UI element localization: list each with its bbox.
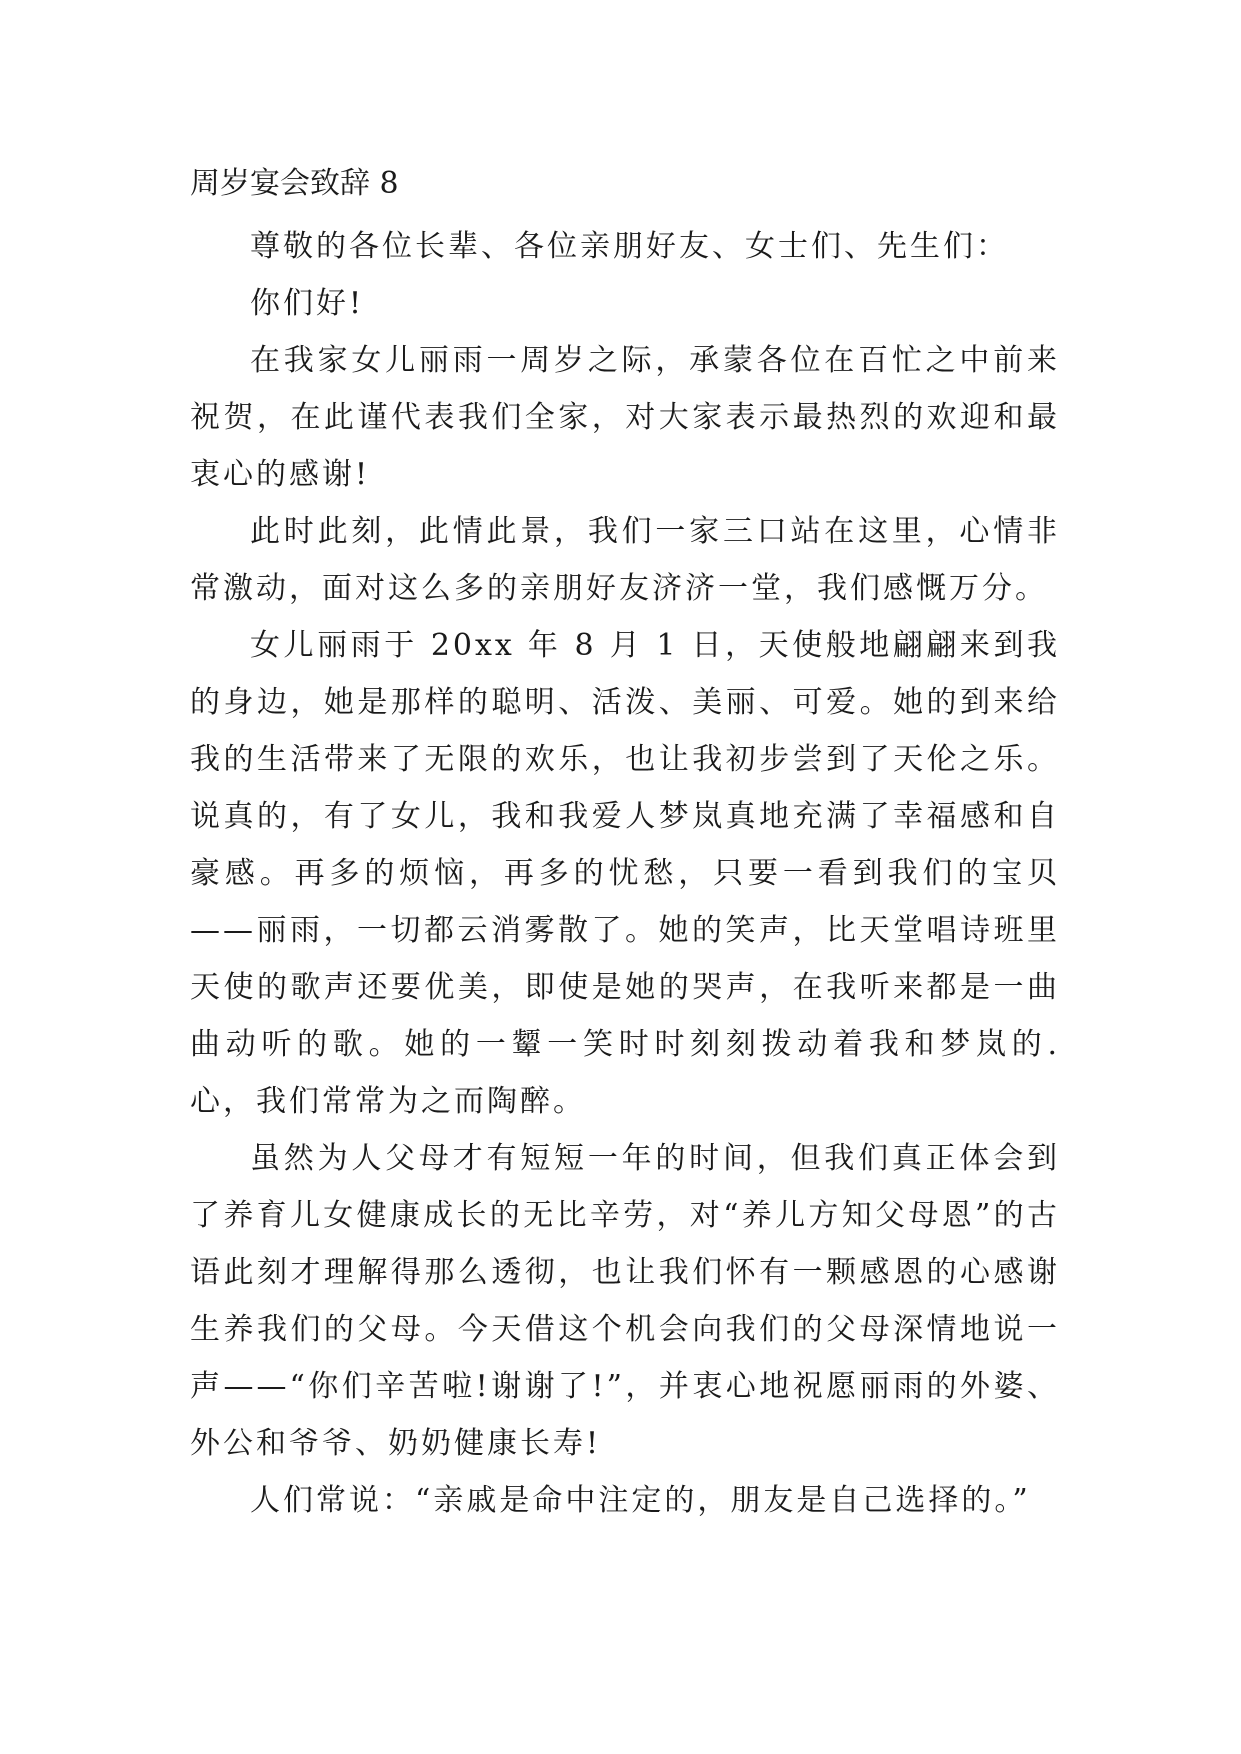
document-page [190, 162, 1060, 1529]
paragraph-daughter: 女儿丽雨于 20xx 年 8 月 1 日，天使般地翩翩来到我的身边，她是那样的聪明、活泼、美丽、可爱。她的到来给我的生活带来了无限的欢乐，也让我初步尝到了天伦之乐。说真的，有了女儿，我和我爱人梦岚真地充满了幸福感和自豪感。再多的烦恼，再多的忧愁，只要一看到我们的宝贝——丽雨，一切都云消雾散了。她的笑声，比天堂唱诗班里天使的歌声还要优美，即使是她的哭声，在我听来都是一曲曲动听的歌。她的一颦一笑时时刻刻拨动着我和梦岚的.心，我们常常为之而陶醉。 [190, 628, 1060, 1119]
paragraph-greeting: 尊敬的各位长辈、各位亲朋好友、女士们、先生们： [250, 229, 1009, 264]
document-title: 周岁宴会致辞 8 [190, 166, 399, 201]
paragraph-thanks: 在我家女儿丽雨一周岁之际，承蒙各位在百忙之中前来祝贺，在此谨代表我们全家，对大家表示最热烈的欢迎和最衷心的感谢! [190, 343, 1060, 492]
paragraph-parents: 虽然为人父母才有短短一年的时间，但我们真正体会到了养育儿女健康成长的无比辛劳，对“养儿方知父母恩”的古语此刻才理解得那么透彻，也让我们怀有一颗感恩的心感谢生养我们的父母。今天借这个机会向我们的父母深情地说一声——“你们辛苦啦!谢谢了!”，并衷心地祝愿丽雨的外婆、外公和爷爷、奶奶健康长寿! [190, 1141, 1060, 1461]
paragraph-hello: 你们好! [250, 286, 365, 321]
paragraph-emotion: 此时此刻，此情此景，我们一家三口站在这里，心情非常激动，面对这么多的亲朋好友济济一堂，我们感慨万分。 [190, 514, 1060, 606]
paragraph-saying: 人们常说：“亲戚是命中注定的，朋友是自己选择的。” [250, 1483, 1031, 1518]
